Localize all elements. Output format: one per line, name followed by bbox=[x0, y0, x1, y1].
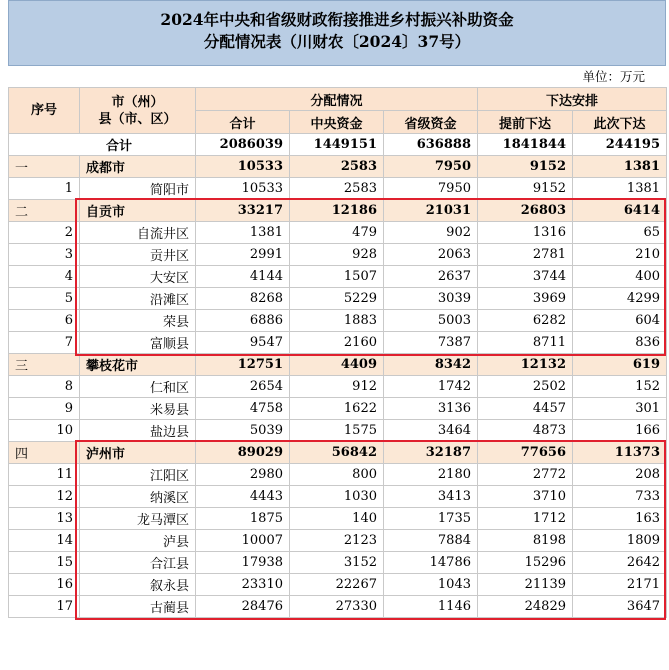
value-cell: 2637 bbox=[384, 266, 478, 288]
county-row bbox=[9, 222, 667, 244]
row-index: 三 bbox=[9, 354, 80, 376]
value-cell: 3969 bbox=[478, 288, 573, 310]
county-name: 米易县 bbox=[80, 398, 196, 420]
county-row bbox=[9, 596, 667, 618]
value-cell: 2642 bbox=[573, 552, 667, 574]
county-name: 仁和区 bbox=[80, 376, 196, 398]
title-line-2: 分配情况表（川财农〔2024〕37号） bbox=[203, 32, 471, 51]
county-row bbox=[9, 420, 667, 442]
value-cell: 1809 bbox=[573, 530, 667, 552]
header-region-line1: 市（州） bbox=[111, 94, 164, 110]
row-index: 8 bbox=[9, 376, 80, 398]
value-cell: 24829 bbox=[478, 596, 573, 618]
header-region-line2: 县（市、区） bbox=[98, 111, 177, 127]
county-name: 大安区 bbox=[80, 266, 196, 288]
value-cell: 22267 bbox=[290, 574, 384, 596]
row-index: 二 bbox=[9, 200, 80, 222]
value-cell: 6414 bbox=[573, 200, 667, 222]
value-cell: 800 bbox=[290, 464, 384, 486]
value-cell: 2991 bbox=[196, 244, 290, 266]
value-cell: 3152 bbox=[290, 552, 384, 574]
county-name: 龙马潭区 bbox=[80, 508, 196, 530]
row-index: 11 bbox=[9, 464, 80, 486]
row-index: 一 bbox=[9, 156, 80, 178]
value-cell: 7387 bbox=[384, 332, 478, 354]
allocation-table bbox=[8, 87, 667, 618]
value-cell: 2171 bbox=[573, 574, 667, 596]
city-row bbox=[9, 156, 667, 178]
value-cell: 1146 bbox=[384, 596, 478, 618]
row-index: 四 bbox=[9, 442, 80, 464]
value-cell: 210 bbox=[573, 244, 667, 266]
value-cell: 3710 bbox=[478, 486, 573, 508]
county-name: 合江县 bbox=[80, 552, 196, 574]
header-group-issuance: 下达安排 bbox=[478, 88, 667, 111]
value-cell: 208 bbox=[573, 464, 667, 486]
value-cell: 1875 bbox=[196, 508, 290, 530]
value-cell: 1316 bbox=[478, 222, 573, 244]
value-cell: 7950 bbox=[384, 156, 478, 178]
value-cell: 3136 bbox=[384, 398, 478, 420]
city-row bbox=[9, 442, 667, 464]
county-row bbox=[9, 464, 667, 486]
county-name: 富顺县 bbox=[80, 332, 196, 354]
row-index: 9 bbox=[9, 398, 80, 420]
value-cell: 163 bbox=[573, 508, 667, 530]
value-cell: 12132 bbox=[478, 354, 573, 376]
value-cell: 21031 bbox=[384, 200, 478, 222]
value-cell: 8198 bbox=[478, 530, 573, 552]
county-name: 沿滩区 bbox=[80, 288, 196, 310]
county-row bbox=[9, 508, 667, 530]
value-cell: 8711 bbox=[478, 332, 573, 354]
header-region bbox=[80, 88, 196, 134]
value-cell: 2180 bbox=[384, 464, 478, 486]
county-row bbox=[9, 332, 667, 354]
value-cell: 14786 bbox=[384, 552, 478, 574]
value-cell: 26803 bbox=[478, 200, 573, 222]
value-cell: 9547 bbox=[196, 332, 290, 354]
county-name: 简阳市 bbox=[80, 178, 196, 200]
value-cell: 166 bbox=[573, 420, 667, 442]
county-name: 纳溪区 bbox=[80, 486, 196, 508]
value-cell: 28476 bbox=[196, 596, 290, 618]
value-cell: 7950 bbox=[384, 178, 478, 200]
county-row bbox=[9, 288, 667, 310]
total-cell: 1449151 bbox=[290, 134, 384, 156]
value-cell: 8342 bbox=[384, 354, 478, 376]
row-index: 2 bbox=[9, 222, 80, 244]
county-row bbox=[9, 310, 667, 332]
value-cell: 1381 bbox=[573, 156, 667, 178]
report-title bbox=[8, 0, 666, 66]
value-cell: 2980 bbox=[196, 464, 290, 486]
value-cell: 2583 bbox=[290, 178, 384, 200]
county-name: 荣县 bbox=[80, 310, 196, 332]
value-cell: 4758 bbox=[196, 398, 290, 420]
county-row bbox=[9, 574, 667, 596]
county-name: 泸县 bbox=[80, 530, 196, 552]
county-name: 盐边县 bbox=[80, 420, 196, 442]
value-cell: 836 bbox=[573, 332, 667, 354]
value-cell: 1712 bbox=[478, 508, 573, 530]
header-col-total: 合计 bbox=[196, 111, 290, 134]
value-cell: 3039 bbox=[384, 288, 478, 310]
value-cell: 1883 bbox=[290, 310, 384, 332]
row-index: 7 bbox=[9, 332, 80, 354]
value-cell: 32187 bbox=[384, 442, 478, 464]
value-cell: 9152 bbox=[478, 178, 573, 200]
value-cell: 912 bbox=[290, 376, 384, 398]
value-cell: 4409 bbox=[290, 354, 384, 376]
value-cell: 10533 bbox=[196, 178, 290, 200]
value-cell: 3647 bbox=[573, 596, 667, 618]
city-name: 攀枝花市 bbox=[80, 354, 196, 376]
county-row bbox=[9, 244, 667, 266]
county-name: 江阳区 bbox=[80, 464, 196, 486]
value-cell: 400 bbox=[573, 266, 667, 288]
header-col-current: 此次下达 bbox=[573, 111, 667, 134]
value-cell: 56842 bbox=[290, 442, 384, 464]
value-cell: 33217 bbox=[196, 200, 290, 222]
value-cell: 21139 bbox=[478, 574, 573, 596]
value-cell: 4299 bbox=[573, 288, 667, 310]
total-cell: 636888 bbox=[384, 134, 478, 156]
unit-label: 单位：万元 bbox=[582, 69, 645, 84]
value-cell: 140 bbox=[290, 508, 384, 530]
value-cell: 23310 bbox=[196, 574, 290, 596]
row-index: 4 bbox=[9, 266, 80, 288]
row-index: 3 bbox=[9, 244, 80, 266]
header-col-advance: 提前下达 bbox=[478, 111, 573, 134]
value-cell: 1381 bbox=[196, 222, 290, 244]
value-cell: 1381 bbox=[573, 178, 667, 200]
total-label: 合计 bbox=[9, 134, 196, 156]
value-cell: 77656 bbox=[478, 442, 573, 464]
value-cell: 15296 bbox=[478, 552, 573, 574]
value-cell: 733 bbox=[573, 486, 667, 508]
value-cell: 89029 bbox=[196, 442, 290, 464]
row-index: 16 bbox=[9, 574, 80, 596]
county-row bbox=[9, 486, 667, 508]
value-cell: 12751 bbox=[196, 354, 290, 376]
value-cell: 2583 bbox=[290, 156, 384, 178]
row-index: 14 bbox=[9, 530, 80, 552]
value-cell: 11373 bbox=[573, 442, 667, 464]
value-cell: 2160 bbox=[290, 332, 384, 354]
value-cell: 9152 bbox=[478, 156, 573, 178]
city-row bbox=[9, 354, 667, 376]
row-index: 17 bbox=[9, 596, 80, 618]
value-cell: 8268 bbox=[196, 288, 290, 310]
total-row bbox=[9, 134, 667, 156]
county-name: 贡井区 bbox=[80, 244, 196, 266]
title-line-1: 2024年中央和省级财政衔接推进乡村振兴补助资金 bbox=[160, 10, 514, 29]
value-cell: 27330 bbox=[290, 596, 384, 618]
total-cell: 2086039 bbox=[196, 134, 290, 156]
value-cell: 3744 bbox=[478, 266, 573, 288]
value-cell: 4873 bbox=[478, 420, 573, 442]
value-cell: 619 bbox=[573, 354, 667, 376]
value-cell: 2063 bbox=[384, 244, 478, 266]
value-cell: 5003 bbox=[384, 310, 478, 332]
header-seq: 序号 bbox=[9, 88, 80, 134]
value-cell: 7884 bbox=[384, 530, 478, 552]
header-group-allocation: 分配情况 bbox=[196, 88, 478, 111]
value-cell: 1735 bbox=[384, 508, 478, 530]
county-row bbox=[9, 376, 667, 398]
value-cell: 2123 bbox=[290, 530, 384, 552]
value-cell: 301 bbox=[573, 398, 667, 420]
value-cell: 3464 bbox=[384, 420, 478, 442]
value-cell: 6886 bbox=[196, 310, 290, 332]
value-cell: 928 bbox=[290, 244, 384, 266]
city-name: 自贡市 bbox=[80, 200, 196, 222]
value-cell: 12186 bbox=[290, 200, 384, 222]
value-cell: 10007 bbox=[196, 530, 290, 552]
county-row bbox=[9, 266, 667, 288]
county-name: 古蔺县 bbox=[80, 596, 196, 618]
county-name: 自流井区 bbox=[80, 222, 196, 244]
value-cell: 17938 bbox=[196, 552, 290, 574]
value-cell: 5039 bbox=[196, 420, 290, 442]
value-cell: 4443 bbox=[196, 486, 290, 508]
row-index: 6 bbox=[9, 310, 80, 332]
value-cell: 6282 bbox=[478, 310, 573, 332]
value-cell: 3413 bbox=[384, 486, 478, 508]
value-cell: 2781 bbox=[478, 244, 573, 266]
value-cell: 65 bbox=[573, 222, 667, 244]
header-col-central: 中央资金 bbox=[290, 111, 384, 134]
value-cell: 1575 bbox=[290, 420, 384, 442]
total-cell: 244195 bbox=[573, 134, 667, 156]
value-cell: 10533 bbox=[196, 156, 290, 178]
value-cell: 4457 bbox=[478, 398, 573, 420]
value-cell: 1507 bbox=[290, 266, 384, 288]
value-cell: 4144 bbox=[196, 266, 290, 288]
row-index: 1 bbox=[9, 178, 80, 200]
row-index: 12 bbox=[9, 486, 80, 508]
row-index: 15 bbox=[9, 552, 80, 574]
total-cell: 1841844 bbox=[478, 134, 573, 156]
value-cell: 604 bbox=[573, 310, 667, 332]
row-index: 13 bbox=[9, 508, 80, 530]
county-name: 叙永县 bbox=[80, 574, 196, 596]
county-row bbox=[9, 552, 667, 574]
county-row bbox=[9, 398, 667, 420]
city-row bbox=[9, 200, 667, 222]
value-cell: 1622 bbox=[290, 398, 384, 420]
value-cell: 2772 bbox=[478, 464, 573, 486]
value-cell: 1742 bbox=[384, 376, 478, 398]
header-col-provincial: 省级资金 bbox=[384, 111, 478, 134]
value-cell: 2654 bbox=[196, 376, 290, 398]
county-row bbox=[9, 530, 667, 552]
city-name: 成都市 bbox=[80, 156, 196, 178]
value-cell: 479 bbox=[290, 222, 384, 244]
county-row bbox=[9, 178, 667, 200]
value-cell: 1030 bbox=[290, 486, 384, 508]
value-cell: 2502 bbox=[478, 376, 573, 398]
row-index: 10 bbox=[9, 420, 80, 442]
value-cell: 902 bbox=[384, 222, 478, 244]
city-name: 泸州市 bbox=[80, 442, 196, 464]
row-index: 5 bbox=[9, 288, 80, 310]
value-cell: 1043 bbox=[384, 574, 478, 596]
value-cell: 152 bbox=[573, 376, 667, 398]
value-cell: 5229 bbox=[290, 288, 384, 310]
